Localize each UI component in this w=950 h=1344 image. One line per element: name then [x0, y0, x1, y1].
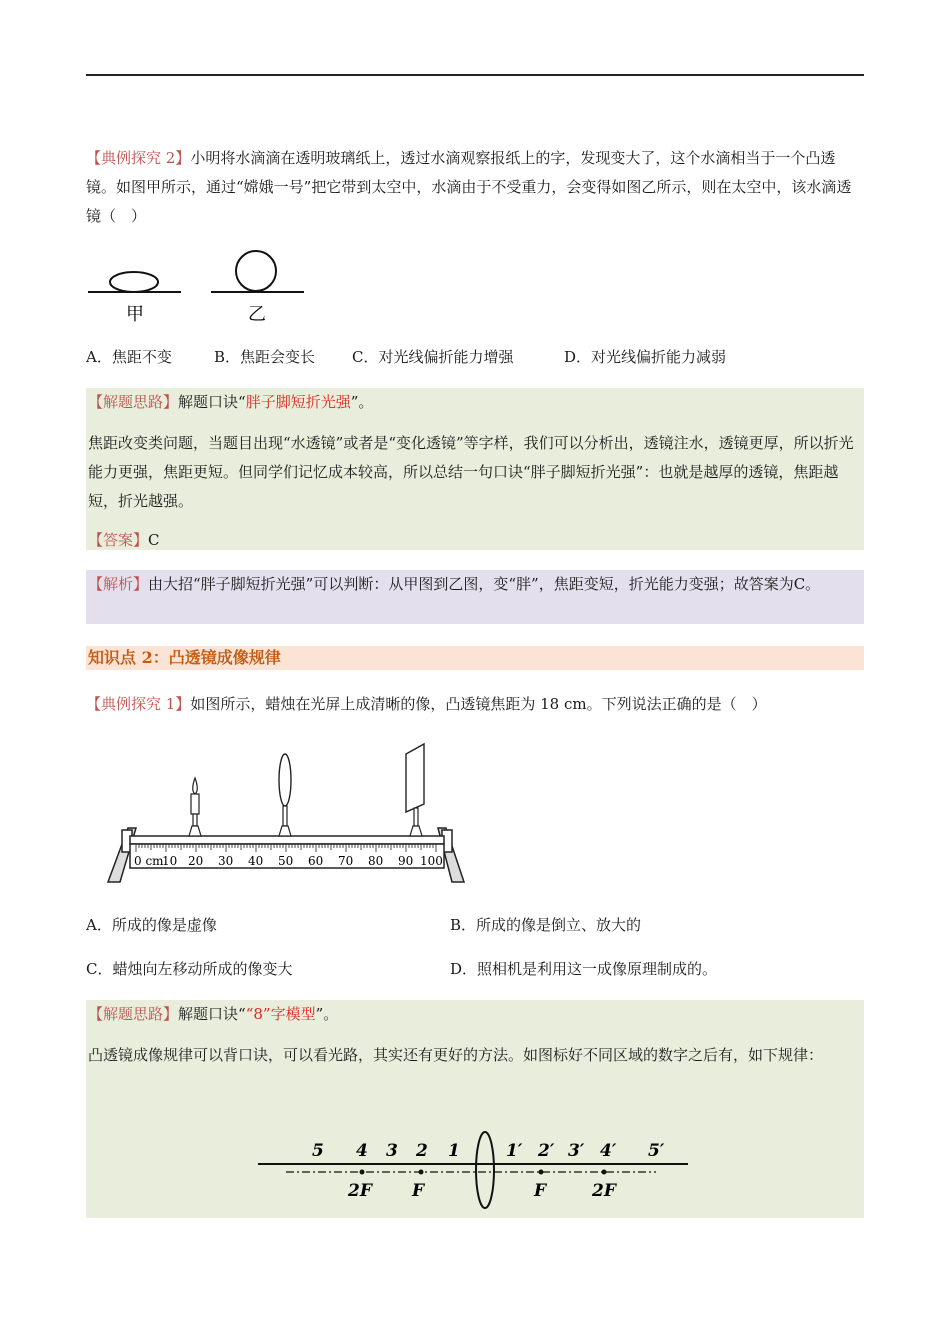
label-f-right: F	[534, 1181, 547, 1201]
thinking1-lead: 解题口诀“	[178, 393, 246, 411]
region-2p: 2′	[538, 1141, 555, 1161]
ex1-option-c[interactable]: C．蜡烛向左移动所成的像变大	[86, 960, 293, 978]
drop-yi	[236, 251, 276, 291]
region-1p: 1′	[506, 1141, 523, 1161]
thinking1-tail: ”。	[350, 393, 374, 411]
thinking-box-2	[86, 1000, 864, 1218]
region-1: 1	[448, 1141, 460, 1161]
knowledge-point-title: 知识点 2：凸透镜成像规律	[86, 646, 864, 670]
ruler-label-30: 30	[218, 854, 234, 868]
answer-value: C	[148, 531, 160, 549]
header-rule	[86, 74, 864, 76]
option-d[interactable]: D．对光线偏折能力减弱	[564, 348, 727, 366]
thinking2-lead: 解题口诀“	[178, 1005, 246, 1023]
example1-options-row2	[86, 958, 864, 979]
region-2: 2	[416, 1141, 428, 1161]
answer-tag: 【答案】	[88, 531, 149, 549]
analysis-box	[86, 570, 864, 624]
water-drop-figure	[86, 242, 316, 324]
ruler-label-80: 80	[368, 854, 384, 868]
drop-jia	[110, 272, 158, 292]
option-b[interactable]: B．焦距会变长	[214, 348, 316, 366]
thinking2-tag: 【解题思路】	[88, 1005, 179, 1023]
ex1-option-d[interactable]: D．照相机是利用这一成像原理制成的。	[450, 960, 718, 978]
region-5: 5	[312, 1141, 324, 1161]
thinking2-key: “8”字模型	[245, 1005, 316, 1023]
ex1-option-a[interactable]: A．所成的像是虚像	[86, 916, 217, 934]
ruler-label-70: 70	[338, 854, 354, 868]
ex1-option-b[interactable]: B．所成的像是倒立、放大的	[450, 916, 642, 934]
thinking-box-1	[86, 388, 864, 550]
thinking2-body: 凸透镜成像规律可以背口诀，可以看光路，其实还有更好的方法。如图标好不同区域的数字之后有，如下规律：	[88, 1046, 824, 1064]
example2-options	[86, 346, 864, 367]
thinking1-key: 胖子脚短折光强	[245, 393, 351, 411]
label-2f-right: 2F	[592, 1181, 616, 1201]
analysis-tag: 【解析】	[88, 575, 149, 593]
example2-text: 小明将水滴滴在透明玻璃纸上，透过水滴观察报纸上的字，发现变大了，这个水滴相当于一个凸透镜。如图甲所示，通过“嫦娥一号”把它带到太空中，水滴由于不受重力，会变得如图乙所示，则在太空中，该水滴透镜（ ）	[86, 149, 852, 225]
example1-text: 如图所示，蜡烛在光屏上成清晰的像，凸透镜焦距为 18 cm。下列说法正确的是（ ）	[190, 695, 767, 713]
example2-question	[86, 144, 864, 231]
label-yi: 乙	[248, 304, 266, 324]
ruler-label-0: 0 cm	[134, 854, 164, 868]
thinking1-tag: 【解题思路】	[88, 393, 179, 411]
region-3: 3	[386, 1141, 398, 1161]
region-5p: 5′	[648, 1141, 665, 1161]
thinking1-body: 焦距改变类问题，当题目出现“水透镜”或者是“变化透镜”等字样，我们可以分析出，透镜注水，透镜更厚，所以折光能力更强，焦距更短。但同学们记忆成本较高，所以总结一句口诀“胖子脚短折光强”：也就是越厚的透镜，焦距越短，折光越强。	[88, 434, 854, 510]
region-4p: 4′	[600, 1141, 617, 1161]
analysis-text: 由大招“胖子脚短折光强”可以判断：从甲图到乙图，变“胖”，焦距变短，折光能力变强；故答案为C。	[148, 575, 821, 593]
label-f-left: F	[412, 1181, 425, 1201]
light-screen	[406, 744, 424, 836]
example1-question	[86, 690, 864, 719]
ruler-label-10: 10	[162, 854, 178, 868]
ruler-label-90: 90	[398, 854, 414, 868]
label-jia: 甲	[126, 304, 144, 324]
option-a[interactable]: A．焦距不变	[86, 348, 172, 366]
convex-lens	[279, 754, 291, 836]
lens-ellipse	[476, 1132, 494, 1208]
ruler-label-60: 60	[308, 854, 324, 868]
label-2f-left: 2F	[348, 1181, 372, 1201]
option-c[interactable]: C．对光线偏折能力增强	[352, 348, 514, 366]
lens-region-diagram	[256, 1128, 692, 1214]
optical-bench-figure	[106, 742, 468, 884]
region-3p: 3′	[568, 1141, 585, 1161]
ruler-label-50: 50	[278, 854, 294, 868]
ruler-label-20: 20	[188, 854, 204, 868]
example1-options-row1	[86, 914, 864, 935]
candle	[189, 778, 201, 836]
region-4: 4	[356, 1141, 368, 1161]
ruler-label-100: 100	[420, 854, 443, 868]
example2-tag: 【典例探究 2】	[86, 149, 191, 167]
example1-tag: 【典例探究 1】	[86, 695, 191, 713]
thinking2-tail: ”。	[315, 1005, 339, 1023]
ruler-label-40: 40	[248, 854, 264, 868]
